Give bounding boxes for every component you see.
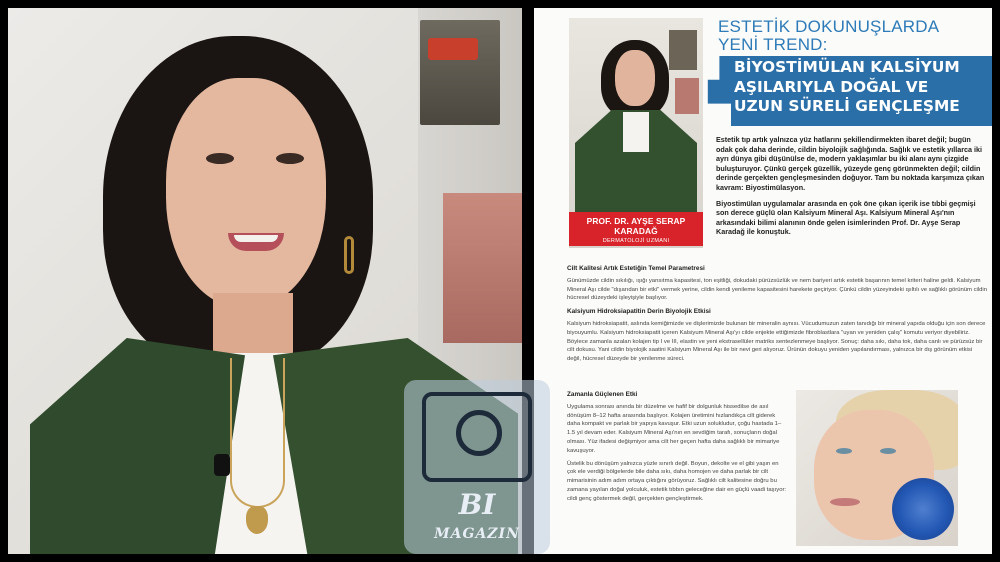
subheading: Zamanla Güçlenen Etki [567,391,638,398]
intro-text [716,135,986,243]
face [166,78,326,308]
background-book [669,30,697,70]
kicker-line: ESTETİK DOKUNUŞLARDA [718,17,940,36]
magazine-page [534,8,992,554]
article-body [567,260,987,367]
earring [344,236,354,274]
lens-icon [456,410,502,456]
background-book [443,193,522,343]
kicker [718,18,978,54]
pendant [246,506,268,534]
background-book [675,78,699,114]
headline-line: AŞILARIYLA DOĞAL VE [734,77,929,96]
face [615,50,655,106]
necklace [230,358,285,508]
green-blazer [30,338,245,554]
kicker-line: YENİ TREND: [718,35,828,54]
watermark-logo [404,380,550,554]
paragraph: Günümüzde cildin sıkılığı, ışığı yansıtma kapasitesi, ton eşitliği, dokudaki pürüzsüzlük ve nem bariyeri artık estetik başarının temel kriteri haline geldi. Kalsiyum Mineral Aşı cilde "dışarıdan bir etki" vermek yerine, cildin kendi yenileme kapasitesini harekete geçiriyor. Çünkü cildin yüzeyindeki ışıltılı ve sağlıklı görünüm cildin hücresel düzeydeki işleyişiyle başlıyor. [567,277,987,302]
headline [734,58,982,117]
white-blouse [623,112,649,152]
paragraph: Üstelik bu dönüşüm yalnızca yüzle sınırlı değil. Boyun, dekolte ve el gibi yaşın en çok ele verdiği bölgelerde bile daha sıkı, daha homojen ve daha parlak bir cilt mimarisinin adım adım ortaya çıktığını görüyoruz. Sağlıklı cilt kalitesine doğru bu zamana yayılan doğal yolculuk, estetik tıbbın geleceğine dair en güçlü vaadi taşıyor: cildi genç göstermek değil, gerçekten gençleştirmek. [567,460,787,502]
headline-line: UZUN SÜRELİ GENÇLEŞME [734,97,960,115]
subheading: Cilt Kalitesi Artık Estetiğin Temel Parametresi [567,265,705,272]
intro-paragraph: Estetik tıp artık yalnızca yüz hatlarını şekillendirmekten ibaret değil; bugün odak çok daha derinde, cildin biyolojik sağlığında. Sağlık ve estetik yıllarca iki ayrı dünya gibi düşünülse de, modern yaklaşımlar bu iki alanı aynı çizgide buluşturuyor. Çünkü gerçek güzellik, yüzeyde genç görünmekten değil; cildin derinde gerçekten gençleşmesinden doğuyor. Tam bu noktada karşımıza çıkan kavram: Biyostimülasyon. [716,135,985,192]
eye [836,448,852,454]
article-column [567,386,789,508]
watermark-text: MAGAZIN [434,526,520,542]
intro-paragraph: Biyostimülan uygulamalar arasında en çok öne çıkan içerik ise tıbbi geçmişi son derece güçlü olan Kalsiyum Mineral Aşı. Kalsiyum Mineral Aşı'nın arkasındaki bilimi alanının önde gelen isimlerinden Prof. Dr. Ayşe Serap Karadağ ile konuştuk. [716,198,976,237]
subheading: Kalsiyum Hidroksiapatitin Derin Biyolojik Etkisi [567,308,711,316]
doctor-title: DERMATOLOJİ UZMANI [602,238,670,244]
headline-line: BİYOSTİMÜLAN KALSİYUM [734,58,960,76]
watermark-text: BI [458,488,496,521]
paragraph: Kalsiyum hidroksiapatit, aslında kemiğimizde ve dişlerimizde bulunan bir mineralin aynısı. Vücudumuzun zaten tanıdığı bir mineral yapıda olduğu için son derece biyouyumlu. Kalsiyum hidroksiapatit içeren Kalsiyum Mineral Aşı'yı cilde enjekte ettiğimizde fibroblastlara "uyan ve yeniden çalış" komutu veriyor diyebiliriz. Böylece zamanla azalan kolajen tip I ve III, elastin ve yeni ekstrasellüler matriks sentezlenmeye başlıyor. Sonuç: daha sıkı, daha tok, daha canlı ve pürüzsüz bir cilt dokusu. Yani cildin biyolojik saatini Kalsiyum Mineral Aşı ile bir nevi geri alıyoruz. Ürünün dokuyu yeniden yapılandırması, yalnızca bir dış görünüm etkisi değil, hücresel düzeyde bir yenilenme süreci. [567,320,986,363]
lapel-mic [214,454,230,476]
lips [830,498,860,506]
eye [276,153,304,164]
name-caption [569,212,703,246]
model-photo [796,390,958,546]
blue-flower [892,478,954,540]
paragraph: Uygulama sonrası anında bir düzelme ve hafif bir dolgunluk hissedilse de asıl dönüşüm 8–12 hafta arasında başlıyor. Kolajen üretimini hızlandıkça cilt giderek daha kompakt ve parlak bir yapıya kavuşur. Etki uzun solukludur, çoğu hastada 1–1.5 yıl devam eder. Kalsiyum Mineral Aşı'nın en sevdiğim tarafı, sonuçların doğal olması. Yüz ifadesi değişmiyor ama cilt her geçen hafta daha sağlıklı bir mimariye kavuşuyor. [567,403,782,454]
background-book [420,20,500,125]
eye [880,448,896,454]
eye [206,153,234,164]
doctor-name: PROF. DR. AYŞE SERAP KARADAĞ [586,216,686,236]
